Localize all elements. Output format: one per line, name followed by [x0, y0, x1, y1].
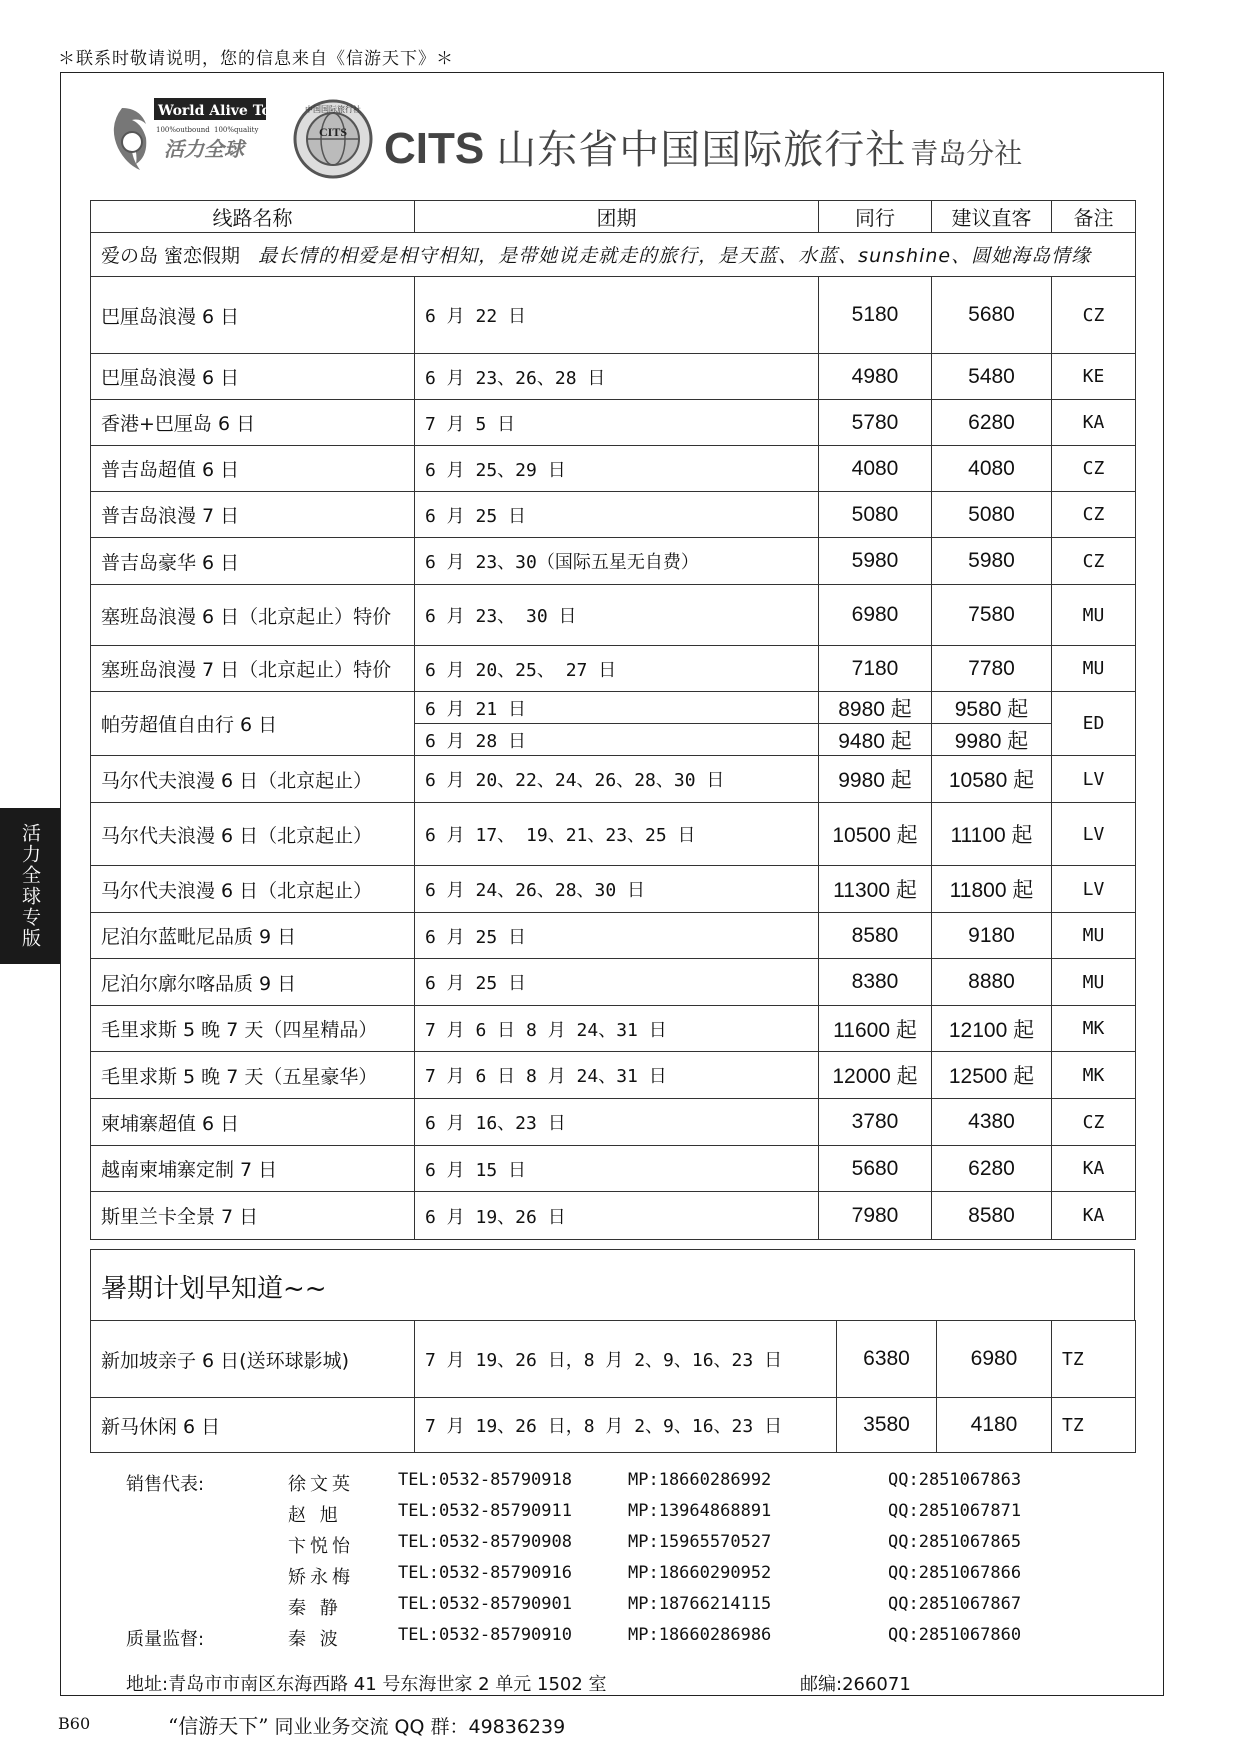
- contact-name: 徐文英: [288, 1474, 354, 1495]
- route-name: 尼泊尔蓝毗尼品质 9 日: [91, 913, 415, 959]
- route-name: 普吉岛超值 6 日: [91, 446, 415, 492]
- promo-lead: 爱の岛 蜜恋假期: [101, 245, 241, 267]
- retail-price: 11100 起: [932, 803, 1052, 866]
- contact-qq: QQ:2851067865: [888, 1532, 1022, 1552]
- peer-price: 7180: [819, 646, 932, 692]
- contact-row: [126, 1563, 1126, 1591]
- retail-price: 7580: [932, 585, 1052, 646]
- route-name: 柬埔寨超值 6 日: [91, 1099, 415, 1146]
- cits-globe-logo: [292, 98, 374, 180]
- contact-name: 赵 旭: [288, 1505, 342, 1526]
- contact-name: 秦 波: [288, 1629, 342, 1650]
- contact-qq: QQ:2851067860: [888, 1625, 1022, 1645]
- table-row: [91, 277, 1136, 354]
- contact-qq: QQ:2851067871: [888, 1501, 1022, 1521]
- route-dates: 7 月 19、26 日，8 月 2、9、16、23 日: [415, 1321, 837, 1398]
- contact-qq: QQ:2851067863: [888, 1470, 1022, 1490]
- route-name: 普吉岛浪漫 7 日: [91, 492, 415, 538]
- airline-code: KA: [1052, 400, 1136, 446]
- retail-price: 12500 起: [932, 1052, 1052, 1099]
- peer-price: 11300 起: [819, 866, 932, 913]
- logo1-title: World Alive Tour: [158, 103, 289, 119]
- route-dates: 6 月 19、26 日: [415, 1192, 819, 1240]
- summer-table: [90, 1320, 1136, 1453]
- contact-row: [126, 1594, 1126, 1622]
- route-name: 香港+巴厘岛 6 日: [91, 400, 415, 446]
- table-row: [91, 1052, 1136, 1099]
- airline-code: MU: [1052, 913, 1136, 959]
- retail-price: 11800 起: [932, 866, 1052, 913]
- world-alive-tour-logo: [102, 98, 290, 180]
- footer-qq-group: 同业业务交流 QQ 群：49836239: [274, 1716, 566, 1738]
- route-name: 塞班岛浪漫 7 日（北京起止）特价: [91, 646, 415, 692]
- logo2-abbr: CITS: [318, 125, 348, 139]
- airline-code: LV: [1052, 866, 1136, 913]
- contact-mobile: MP:18660286992: [628, 1470, 772, 1490]
- peer-price: 5780: [819, 400, 932, 446]
- retail-price: 7780: [932, 646, 1052, 692]
- route-dates: 7 月 6 日 8 月 24、31 日: [415, 1006, 819, 1052]
- brand-cits: CITS: [384, 124, 485, 173]
- table-row: [91, 1398, 1136, 1453]
- airline-code: TZ: [1052, 1398, 1136, 1453]
- header-dates: 团期: [415, 201, 819, 233]
- logo1-cn: 活力全球: [164, 137, 244, 161]
- contact-tel: TEL:0532-85790908: [398, 1532, 572, 1552]
- peer-price: 12000 起: [819, 1052, 932, 1099]
- airline-code: MK: [1052, 1052, 1136, 1099]
- contact-row: [126, 1470, 1126, 1498]
- promo-row: [91, 233, 1136, 277]
- route-dates: 6 月 28 日: [415, 724, 819, 756]
- route-name: 马尔代夫浪漫 6 日（北京起止）: [91, 866, 415, 913]
- retail-price: 5080: [932, 492, 1052, 538]
- peer-price: 3580: [837, 1398, 937, 1453]
- route-dates: 6 月 24、26、28、30 日: [415, 866, 819, 913]
- table-row: [91, 692, 1136, 724]
- peer-price: 6980: [819, 585, 932, 646]
- promo-text: 最长情的相爱是相守相知，是带她说走就走的旅行，是天蓝、水蓝、sunshine、圆她海岛情缘: [258, 245, 1092, 267]
- postal-code: 邮编:266071: [800, 1674, 911, 1695]
- route-dates: 6 月 23、30（国际五星无自费）: [415, 538, 819, 585]
- contact-mobile: MP:15965570527: [628, 1532, 772, 1552]
- route-dates: 7 月 5 日: [415, 400, 819, 446]
- retail-price: 6280: [932, 400, 1052, 446]
- retail-price: 5680: [932, 277, 1052, 354]
- route-name: 斯里兰卡全景 7 日: [91, 1192, 415, 1240]
- table-row: [91, 646, 1136, 692]
- route-dates: 6 月 25、29 日: [415, 446, 819, 492]
- retail-price: 6280: [932, 1146, 1052, 1192]
- table-row: [91, 446, 1136, 492]
- route-dates: 6 月 22 日: [415, 277, 819, 354]
- peer-price: 7980: [819, 1192, 932, 1240]
- route-name: 马尔代夫浪漫 6 日（北京起止）: [91, 803, 415, 866]
- route-dates: 6 月 21 日: [415, 692, 819, 724]
- table-row: [91, 492, 1136, 538]
- route-name: 塞班岛浪漫 6 日（北京起止）特价: [91, 585, 415, 646]
- route-name: 普吉岛豪华 6 日: [91, 538, 415, 585]
- retail-price: 8580: [932, 1192, 1052, 1240]
- contact-name: 秦 静: [288, 1598, 342, 1619]
- peer-price: 9480 起: [819, 724, 932, 756]
- route-name: 越南柬埔寨定制 7 日: [91, 1146, 415, 1192]
- peer-price: 9980 起: [819, 756, 932, 803]
- airline-code: CZ: [1052, 492, 1136, 538]
- peer-price: 6380: [837, 1321, 937, 1398]
- retail-price: 9980 起: [932, 724, 1052, 756]
- airline-code: TZ: [1052, 1321, 1136, 1398]
- route-dates: 6 月 25 日: [415, 492, 819, 538]
- header-route: 线路名称: [91, 201, 415, 233]
- airline-code: KA: [1052, 1146, 1136, 1192]
- table-row: [91, 400, 1136, 446]
- brand-branch: 青岛分社: [910, 137, 1023, 170]
- retail-price: 4180: [937, 1398, 1052, 1453]
- route-dates: 6 月 23、 30 日: [415, 585, 819, 646]
- address: 地址:青岛市市南区东海西路 41 号东海世家 2 单元 1502 室: [126, 1674, 607, 1695]
- route-dates: 6 月 20、25、 27 日: [415, 646, 819, 692]
- retail-price: 4080: [932, 446, 1052, 492]
- airline-code: CZ: [1052, 538, 1136, 585]
- peer-price: 4980: [819, 354, 932, 400]
- summer-heading: 暑期计划早知道~~: [90, 1249, 1135, 1321]
- table-row: [91, 538, 1136, 585]
- contact-name: 卞悦怡: [288, 1536, 354, 1557]
- airline-code: MU: [1052, 585, 1136, 646]
- header-remark: 备注: [1052, 201, 1136, 233]
- table-header-row: [91, 201, 1136, 233]
- peer-price: 8380: [819, 959, 932, 1006]
- retail-price: 6980: [937, 1321, 1052, 1398]
- route-dates: 6 月 23、26、28 日: [415, 354, 819, 400]
- table-row: [91, 585, 1136, 646]
- table-row: [91, 354, 1136, 400]
- logo2-text: 中国国际旅行社: [305, 105, 361, 114]
- route-table: [90, 200, 1136, 1240]
- page-number: B60: [58, 1714, 91, 1733]
- contact-mobile: MP:18766214115: [628, 1594, 772, 1614]
- airline-code: KA: [1052, 1192, 1136, 1240]
- table-row: [91, 1321, 1136, 1398]
- contact-row: [126, 1501, 1126, 1529]
- table-row: [91, 1099, 1136, 1146]
- route-dates: 7 月 19、26 日，8 月 2、9、16、23 日: [415, 1398, 837, 1453]
- table-row: [91, 803, 1136, 866]
- route-name: 帕劳超值自由行 6 日: [91, 692, 415, 756]
- table-row: [91, 866, 1136, 913]
- retail-price: 9180: [932, 913, 1052, 959]
- contact-tel: TEL:0532-85790916: [398, 1563, 572, 1583]
- retail-price: 12100 起: [932, 1006, 1052, 1052]
- header: [102, 98, 1082, 180]
- route-dates: 6 月 15 日: [415, 1146, 819, 1192]
- contact-qq: QQ:2851067867: [888, 1594, 1022, 1614]
- route-dates: 6 月 16、23 日: [415, 1099, 819, 1146]
- retail-price: 4380: [932, 1099, 1052, 1146]
- peer-price: 5080: [819, 492, 932, 538]
- peer-price: 3780: [819, 1099, 932, 1146]
- quality-label: 质量监督:: [126, 1629, 205, 1650]
- contact-mobile: MP:18660286986: [628, 1625, 772, 1645]
- table-row: [91, 913, 1136, 959]
- retail-price: 5980: [932, 538, 1052, 585]
- footer-quote: “信游天下”: [168, 1714, 269, 1738]
- contact-tel: TEL:0532-85790901: [398, 1594, 572, 1614]
- route-name: 毛里求斯 5 晚 7 天（五星豪华）: [91, 1052, 415, 1099]
- table-row: [91, 1192, 1136, 1240]
- airline-code: KE: [1052, 354, 1136, 400]
- route-dates: 6 月 17、 19、21、23、25 日: [415, 803, 819, 866]
- contact-tel: TEL:0532-85790918: [398, 1470, 572, 1490]
- contact-row: [126, 1532, 1126, 1560]
- route-dates: 6 月 25 日: [415, 959, 819, 1006]
- brand-name: 山东省中国国际旅行社: [496, 127, 907, 173]
- brand-title: [384, 118, 1022, 175]
- retail-price: 5480: [932, 354, 1052, 400]
- airline-code: ED: [1052, 692, 1136, 756]
- peer-price: 5980: [819, 538, 932, 585]
- peer-price: 5680: [819, 1146, 932, 1192]
- logo1-sub-right: 100%quality: [214, 126, 259, 134]
- header-retail-price: 建议直客: [932, 201, 1052, 233]
- route-dates: 7 月 6 日 8 月 24、31 日: [415, 1052, 819, 1099]
- route-name: 毛里求斯 5 晚 7 天（四星精品）: [91, 1006, 415, 1052]
- contact-tel: TEL:0532-85790911: [398, 1501, 572, 1521]
- side-tab: 活力全球专版: [0, 808, 60, 964]
- table-row: [91, 1006, 1136, 1052]
- route-name: 巴厘岛浪漫 6 日: [91, 354, 415, 400]
- route-dates: 6 月 25 日: [415, 913, 819, 959]
- airline-code: CZ: [1052, 277, 1136, 354]
- contact-mobile: MP:13964868891: [628, 1501, 772, 1521]
- route-name: 新马休闲 6 日: [91, 1398, 415, 1453]
- airline-code: MU: [1052, 646, 1136, 692]
- airline-code: CZ: [1052, 446, 1136, 492]
- peer-price: 10500 起: [819, 803, 932, 866]
- retail-price: 10580 起: [932, 756, 1052, 803]
- peer-price: 8980 起: [819, 692, 932, 724]
- header-peer-price: 同行: [819, 201, 932, 233]
- table-row: [91, 756, 1136, 803]
- top-note: ＊联系时敬请说明，您的信息来自《信游天下》＊: [58, 49, 454, 69]
- footer-text: [168, 1710, 565, 1739]
- peer-price: 5180: [819, 277, 932, 354]
- route-name: 尼泊尔廓尔喀品质 9 日: [91, 959, 415, 1006]
- route-name: 马尔代夫浪漫 6 日（北京起止）: [91, 756, 415, 803]
- airline-code: MK: [1052, 1006, 1136, 1052]
- route-name: 新加坡亲子 6 日(送环球影城): [91, 1321, 415, 1398]
- contact-row: [126, 1625, 1126, 1653]
- contact-name: 矫永梅: [288, 1567, 354, 1588]
- route-dates: 6 月 20、22、24、26、28、30 日: [415, 756, 819, 803]
- table-row: [91, 1146, 1136, 1192]
- peer-price: 11600 起: [819, 1006, 932, 1052]
- airline-code: LV: [1052, 756, 1136, 803]
- contact-tel: TEL:0532-85790910: [398, 1625, 572, 1645]
- sales-label: 销售代表:: [126, 1474, 205, 1495]
- promo-cell: [91, 233, 1136, 277]
- peer-price: 8580: [819, 913, 932, 959]
- logo1-sub-left: 100%outbound: [156, 126, 210, 134]
- contact-mobile: MP:18660290952: [628, 1563, 772, 1583]
- airline-code: CZ: [1052, 1099, 1136, 1146]
- airline-code: MU: [1052, 959, 1136, 1006]
- route-name: 巴厘岛浪漫 6 日: [91, 277, 415, 354]
- peer-price: 4080: [819, 446, 932, 492]
- table-row: [91, 959, 1136, 1006]
- retail-price: 8880: [932, 959, 1052, 1006]
- retail-price: 9580 起: [932, 692, 1052, 724]
- airline-code: LV: [1052, 803, 1136, 866]
- contact-qq: QQ:2851067866: [888, 1563, 1022, 1583]
